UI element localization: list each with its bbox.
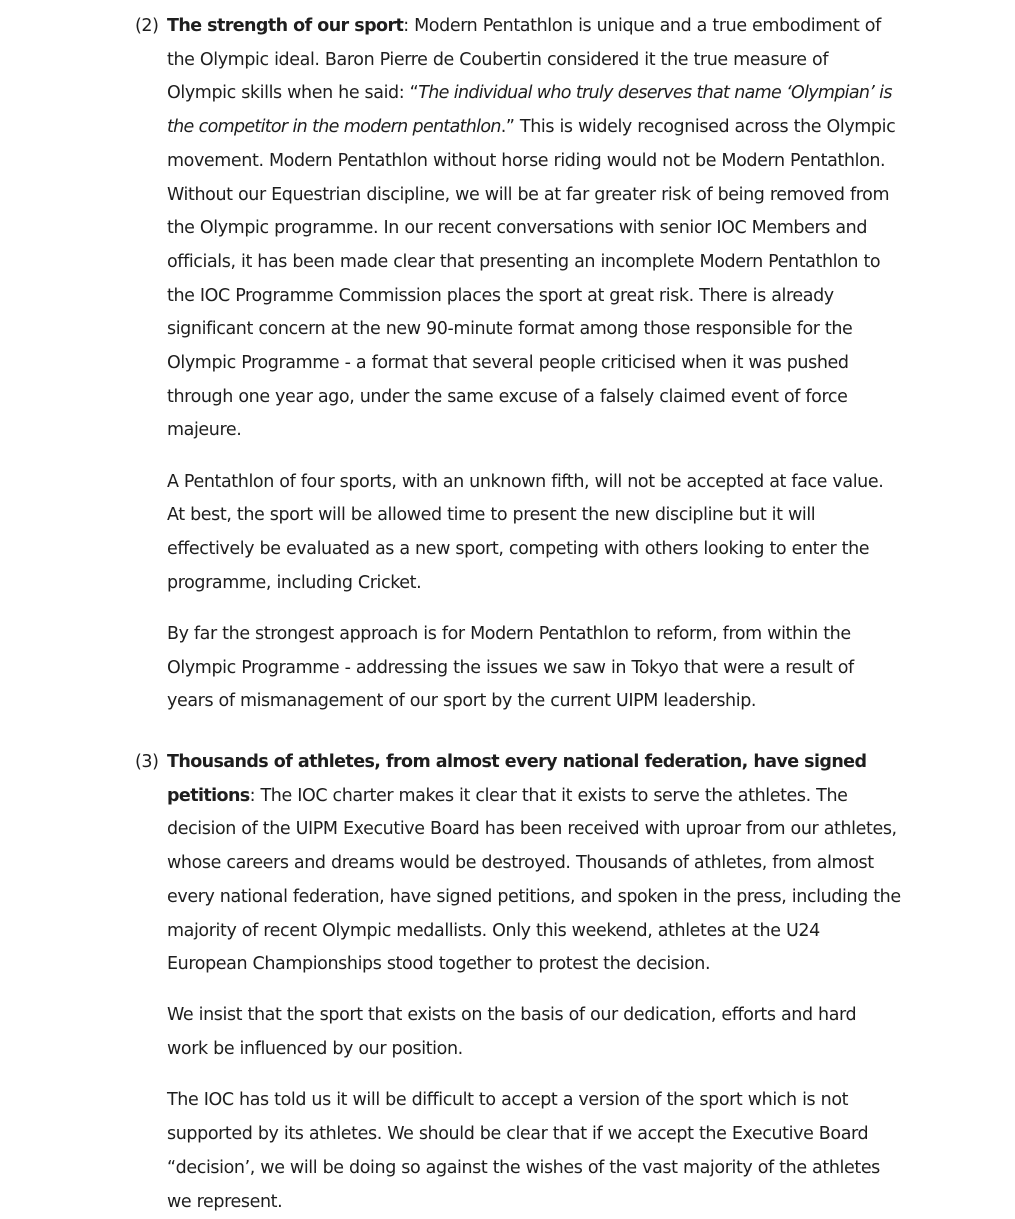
list-item-3: [0, 746, 1015, 1219]
item-heading: Thousands of athletes, from almost every national federation, have signed petitions: [167, 752, 867, 806]
item-text-after-quote: .” This is widely recognised across the Olympic movement. Modern Pentathlon without horse riding would not be Modern Pentathlon. Without our Equestrian discipline, we will be at far greater risk of being removed from the Olympic programme. In our recent conversations with senior IOC Members and officials, it has been made clear that presenting an incomplete Modern Pentathlon to the IOC Programme Commission places the sport at great risk. There is already significant concern at the new 90-minute format among those responsible for the Olympic Programme - a format that several people criticised when it was pushed through one year ago, under the same excuse of a falsely claimed event of force majeure.: [167, 117, 896, 441]
item-paragraph: We insist that the sport that exists on the basis of our dedication, efforts and hard work be influenced by our position.: [167, 1005, 857, 1060]
item-paragraph: The IOC has told us it will be difficult to accept a version of the sport which is not supported by its athletes. We should be clear that if we accept the Executive Board “decision’, we will be doing so against the wishes of the vast majority of the athletes we represent.: [167, 1090, 880, 1212]
item-heading: The strength of our sport: [167, 16, 404, 36]
item-paragraph: By far the strongest approach is for Modern Pentathlon to reform, from within the Olympic Programme - addressing the issues we saw in Tokyo that were a result of years of mismanagement of our sport by the current UIPM leadership.: [167, 623, 854, 712]
item-number: (2): [135, 16, 159, 36]
item-heading-suffix: : Modern Pentathlon is unique and a true embodiment of the Olympic ideal. Baron Pierre de Coubertin considered it the true measure of Olympic skills when he said: “: [167, 16, 881, 104]
item-paragraph: A Pentathlon of four sports, with an unknown fifth, will not be accepted at face value. At best, the sport will be allowed time to present the new discipline but it will effectively be evaluated as a new sport, competing with others looking to enter the programme, including Cricket.: [167, 471, 884, 593]
item-paragraph-main: [167, 746, 902, 982]
item-paragraph-main: [167, 10, 902, 448]
coubertin-quote: The individual who truly deserves that name ‘Olympian’ is the competitor in the modern pentathlon: [167, 83, 892, 138]
item-number: (3): [135, 752, 159, 773]
item-heading-suffix: : The IOC charter makes it clear that it exists to serve the athletes. The decision of the UIPM Executive Board has been received with uproar from our athletes, whose careers and dreams would be destroyed. Thousands of athletes, from almost every national federation, have signed petitions, and spoken in the press, including the majority of recent Olympic medallists. Only this weekend, athletes at the U24 European Championships stood together to protest the decision.: [167, 785, 901, 975]
